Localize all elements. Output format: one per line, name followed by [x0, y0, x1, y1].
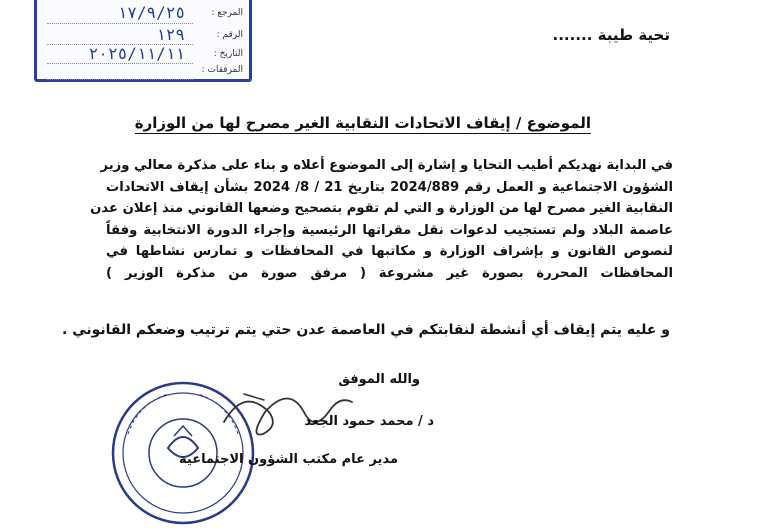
- reference-row: [118, 3, 243, 22]
- date-label: التاريخ :: [213, 48, 243, 59]
- closing-text: والله الموفق: [338, 372, 420, 387]
- attachments-line: [47, 79, 193, 80]
- reference-label: المرجع :: [211, 7, 243, 18]
- body-line: في البداية نهديكم أطيب التحايا و إشارة إلى الموضوع أعلاه و بناء على مذكرة معالي وزير: [100, 158, 673, 173]
- conclusion-text: و عليه يتم إيقاف أي أنشطة لنقابتكم في العاصمة عدن حتي يتم ترتيب وضعكم القانوني .: [62, 322, 670, 338]
- body-line: لنصوص القانون و بإشراف الوزارة و مكاتبها في المحافظات و تمارس نشاطها في: [106, 244, 673, 260]
- greeting: تحية طيبة .......: [552, 26, 670, 44]
- attachments-label: المرفقات :: [201, 65, 243, 75]
- body-line: المحافظات المحررة بصورة غير مشروعة ( مرفق صورة من مذكرة الوزير ): [106, 265, 673, 281]
- reference-value: ١٧/٩/٢٥: [117, 3, 185, 22]
- body-line: النقابية الغير مصرح لها من الوزارة و التي لم تقوم بتصحيح وضعها القانوني منذ إعلان عدن: [90, 201, 673, 217]
- subject-line: الموضوع / إيقاف الاتحادات النقابية الغير مصرح لها من الوزارة: [134, 114, 591, 132]
- number-value: ١٢٩: [156, 25, 185, 44]
- number-label: الرقم :: [216, 29, 243, 40]
- attachments-row: [195, 65, 243, 75]
- body-paragraph: [90, 155, 673, 285]
- number-row: [156, 25, 243, 44]
- date-row: [89, 44, 243, 63]
- reference-stamp-box: [34, 0, 252, 82]
- date-line: [47, 63, 193, 64]
- body-line: الشؤون الاجتماعية و العمل رقم 2024/889 بتاريخ 21 / 8/ 2024 بشأن إيقاف الاتحادات: [106, 179, 673, 195]
- reference-line: [47, 23, 193, 24]
- date-value: ٢٠٢٥/١١/١١: [88, 44, 185, 63]
- signatory-name: د / محمد حمود الجعد: [304, 414, 434, 429]
- signatory-title: مدير عام مكتب الشؤون الاجتماعية: [179, 452, 398, 467]
- body-line: عاصمة البلاد ولم تستجيب لدعوات نقل مقراتها الرئيسية وإجراء الدورة الانتخابية وفقاً: [106, 222, 673, 238]
